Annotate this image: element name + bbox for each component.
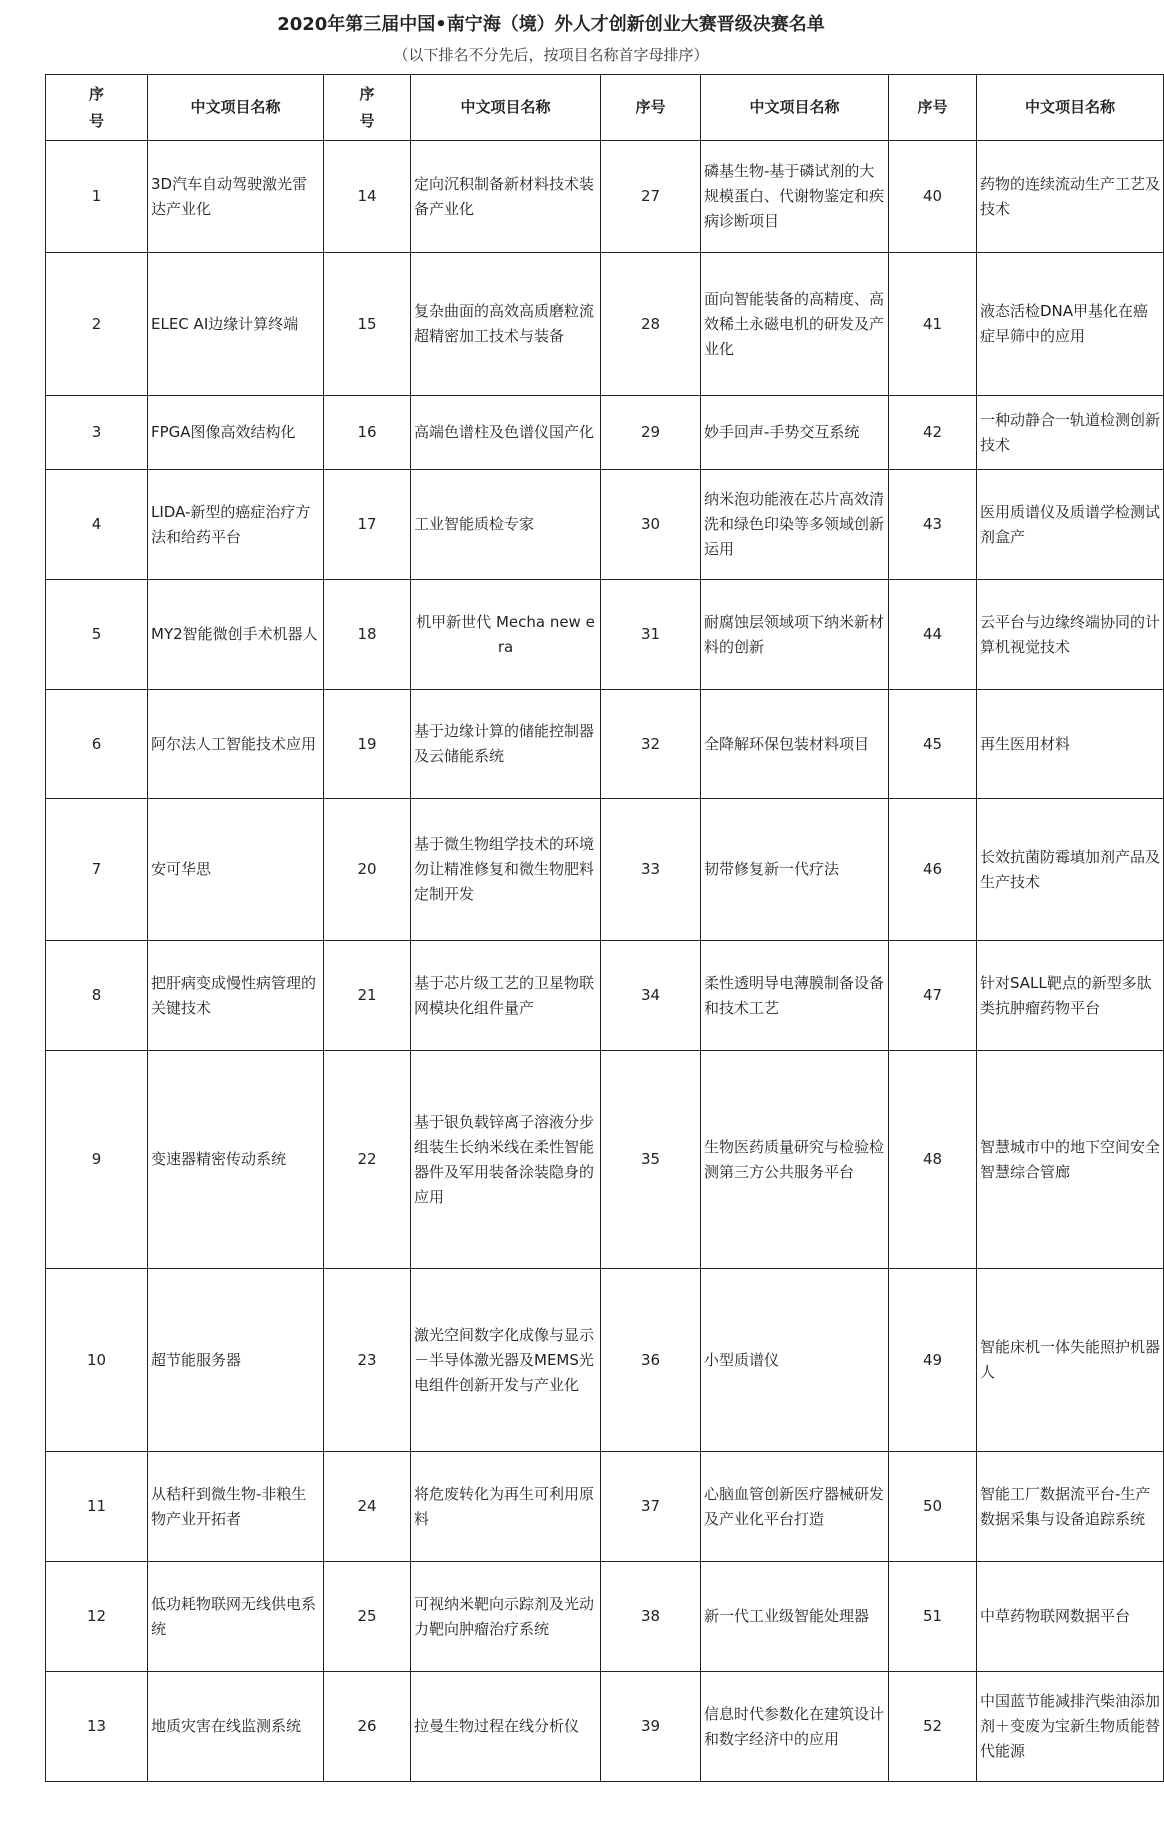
project-name: MY2智能微创手术机器人 xyxy=(148,580,324,690)
project-seq-number: 26 xyxy=(324,1672,411,1782)
project-seq-number: 52 xyxy=(889,1672,977,1782)
project-seq-number: 27 xyxy=(601,141,701,253)
table-row xyxy=(46,941,1164,1051)
project-name: 新一代工业级智能处理器 xyxy=(701,1562,889,1672)
project-seq-number: 39 xyxy=(601,1672,701,1782)
project-name: 智能工厂数据流平台-生产数据采集与设备追踪系统 xyxy=(977,1452,1164,1562)
project-seq-number: 14 xyxy=(324,141,411,253)
project-name: 柔性透明导电薄膜制备设备和技术工艺 xyxy=(701,941,889,1051)
table-row xyxy=(46,1672,1164,1782)
project-seq-number: 12 xyxy=(46,1562,148,1672)
project-seq-number: 46 xyxy=(889,799,977,941)
header-name-4: 中文项目名称 xyxy=(977,75,1164,141)
project-seq-number: 51 xyxy=(889,1562,977,1672)
header-seq-2: 序 号 xyxy=(324,75,411,141)
project-seq-number: 34 xyxy=(601,941,701,1051)
table-row xyxy=(46,396,1164,470)
project-name: 基于微生物组学技术的环境勿让精准修复和微生物肥料定制开发 xyxy=(411,799,601,941)
page-subtitle: （以下排名不分先后，按项目名称首字母排序） xyxy=(393,46,709,64)
project-seq-number: 3 xyxy=(46,396,148,470)
project-name: 变速器精密传动系统 xyxy=(148,1051,324,1269)
project-name: 安可华思 xyxy=(148,799,324,941)
project-seq-number: 10 xyxy=(46,1269,148,1452)
project-name: 液态活检DNA甲基化在癌症早筛中的应用 xyxy=(977,253,1164,396)
project-name: 超节能服务器 xyxy=(148,1269,324,1452)
project-seq-number: 47 xyxy=(889,941,977,1051)
project-seq-number: 29 xyxy=(601,396,701,470)
project-name: 基于芯片级工艺的卫星物联网模块化组件量产 xyxy=(411,941,601,1051)
table-row xyxy=(46,1051,1164,1269)
project-seq-number: 7 xyxy=(46,799,148,941)
header-seq-3: 序号 xyxy=(601,75,701,141)
project-seq-number: 21 xyxy=(324,941,411,1051)
project-seq-number: 36 xyxy=(601,1269,701,1452)
project-name: 中国蓝节能减排汽柴油添加剂＋变废为宝新生物质能替代能源 xyxy=(977,1672,1164,1782)
project-name: 地质灾害在线监测系统 xyxy=(148,1672,324,1782)
project-name: 云平台与边缘终端协同的计算机视觉技术 xyxy=(977,580,1164,690)
project-seq-number: 19 xyxy=(324,690,411,799)
project-name: 韧带修复新一代疗法 xyxy=(701,799,889,941)
project-seq-number: 49 xyxy=(889,1269,977,1452)
project-name: 智慧城市中的地下空间安全智慧综合管廊 xyxy=(977,1051,1164,1269)
project-seq-number: 8 xyxy=(46,941,148,1051)
project-name: 可视纳米靶向示踪剂及光动力靶向肿瘤治疗系统 xyxy=(411,1562,601,1672)
project-name: 从秸秆到微生物-非粮生物产业开拓者 xyxy=(148,1452,324,1562)
project-seq-number: 1 xyxy=(46,141,148,253)
project-seq-number: 38 xyxy=(601,1562,701,1672)
project-name: 耐腐蚀层领域项下纳米新材料的创新 xyxy=(701,580,889,690)
project-name: 针对SALL靶点的新型多肽类抗肿瘤药物平台 xyxy=(977,941,1164,1051)
project-seq-number: 11 xyxy=(46,1452,148,1562)
project-seq-number: 48 xyxy=(889,1051,977,1269)
project-name: 生物医药质量研究与检验检测第三方公共服务平台 xyxy=(701,1051,889,1269)
header-name-2: 中文项目名称 xyxy=(411,75,601,141)
table-row xyxy=(46,690,1164,799)
project-seq-number: 6 xyxy=(46,690,148,799)
project-name: 低功耗物联网无线供电系统 xyxy=(148,1562,324,1672)
page-title: 2020年第三届中国•南宁海（境）外人才创新创业大赛晋级决赛名单 xyxy=(277,14,825,35)
project-name: 妙手回声-手势交互系统 xyxy=(701,396,889,470)
project-seq-number: 44 xyxy=(889,580,977,690)
project-seq-number: 42 xyxy=(889,396,977,470)
project-name: 长效抗菌防霉填加剂产品及生产技术 xyxy=(977,799,1164,941)
project-name: 纳米泡功能液在芯片高效清洗和绿色印染等多领域创新运用 xyxy=(701,470,889,580)
project-name: 3D汽车自动驾驶激光雷达产业化 xyxy=(148,141,324,253)
project-name: 工业智能质检专家 xyxy=(411,470,601,580)
header-seq-1: 序 号 xyxy=(46,75,148,141)
project-seq-number: 16 xyxy=(324,396,411,470)
project-seq-number: 35 xyxy=(601,1051,701,1269)
project-seq-number: 25 xyxy=(324,1562,411,1672)
table-row xyxy=(46,580,1164,690)
project-seq-number: 5 xyxy=(46,580,148,690)
header-name-3: 中文项目名称 xyxy=(701,75,889,141)
project-seq-number: 30 xyxy=(601,470,701,580)
table-row xyxy=(46,799,1164,941)
project-name: 药物的连续流动生产工艺及技术 xyxy=(977,141,1164,253)
project-name: 信息时代参数化在建筑设计和数字经济中的应用 xyxy=(701,1672,889,1782)
header-seq-4: 序号 xyxy=(889,75,977,141)
project-name: 全降解环保包装材料项目 xyxy=(701,690,889,799)
project-name: 复杂曲面的高效高质磨粒流超精密加工技术与装备 xyxy=(411,253,601,396)
table-row xyxy=(46,470,1164,580)
project-seq-number: 40 xyxy=(889,141,977,253)
project-seq-number: 9 xyxy=(46,1051,148,1269)
table-row xyxy=(46,1452,1164,1562)
project-name: 面向智能装备的高精度、高效稀土永磁电机的研发及产业化 xyxy=(701,253,889,396)
project-name: 磷基生物-基于磷试剂的大规模蛋白、代谢物鉴定和疾病诊断项目 xyxy=(701,141,889,253)
header-row xyxy=(46,75,1164,141)
finalist-table xyxy=(45,74,1164,1782)
project-seq-number: 45 xyxy=(889,690,977,799)
project-name: 小型质谱仪 xyxy=(701,1269,889,1452)
project-seq-number: 33 xyxy=(601,799,701,941)
table-row xyxy=(46,1269,1164,1452)
project-seq-number: 43 xyxy=(889,470,977,580)
project-seq-number: 18 xyxy=(324,580,411,690)
project-seq-number: 4 xyxy=(46,470,148,580)
project-name: 将危废转化为再生可利用原料 xyxy=(411,1452,601,1562)
table-row xyxy=(46,141,1164,253)
project-seq-number: 13 xyxy=(46,1672,148,1782)
project-name: 阿尔法人工智能技术应用 xyxy=(148,690,324,799)
project-name: 医用质谱仪及质谱学检测试剂盒产 xyxy=(977,470,1164,580)
project-seq-number: 32 xyxy=(601,690,701,799)
project-seq-number: 17 xyxy=(324,470,411,580)
project-seq-number: 15 xyxy=(324,253,411,396)
project-name: 定向沉积制备新材料技术装备产业化 xyxy=(411,141,601,253)
project-name: 激光空间数字化成像与显示－半导体激光器及MEMS光电组件创新开发与产业化 xyxy=(411,1269,601,1452)
project-name: ELEC AI边缘计算终端 xyxy=(148,253,324,396)
project-name: 机甲新世代 Mecha new era xyxy=(411,580,601,690)
project-name: 高端色谱柱及色谱仪国产化 xyxy=(411,396,601,470)
project-seq-number: 50 xyxy=(889,1452,977,1562)
table-row xyxy=(46,253,1164,396)
project-name: 再生医用材料 xyxy=(977,690,1164,799)
project-name: 把肝病变成慢性病管理的关键技术 xyxy=(148,941,324,1051)
project-name: 中草药物联网数据平台 xyxy=(977,1562,1164,1672)
project-seq-number: 24 xyxy=(324,1452,411,1562)
project-seq-number: 2 xyxy=(46,253,148,396)
project-name: LIDA-新型的癌症治疗方法和给药平台 xyxy=(148,470,324,580)
project-name: 智能床机一体失能照护机器人 xyxy=(977,1269,1164,1452)
project-name: 基于边缘计算的储能控制器及云储能系统 xyxy=(411,690,601,799)
header-name-1: 中文项目名称 xyxy=(148,75,324,141)
project-seq-number: 41 xyxy=(889,253,977,396)
project-name: 心脑血管创新医疗器械研发及产业化平台打造 xyxy=(701,1452,889,1562)
project-seq-number: 31 xyxy=(601,580,701,690)
project-seq-number: 37 xyxy=(601,1452,701,1562)
project-seq-number: 22 xyxy=(324,1051,411,1269)
table-row xyxy=(46,1562,1164,1672)
project-name: 拉曼生物过程在线分析仪 xyxy=(411,1672,601,1782)
project-seq-number: 28 xyxy=(601,253,701,396)
project-seq-number: 20 xyxy=(324,799,411,941)
project-name: FPGA图像高效结构化 xyxy=(148,396,324,470)
project-name: 基于银负载锌离子溶液分步组装生长纳米线在柔性智能器件及军用装备涂装隐身的应用 xyxy=(411,1051,601,1269)
project-name: 一种动静合一轨道检测创新技术 xyxy=(977,396,1164,470)
project-seq-number: 23 xyxy=(324,1269,411,1452)
